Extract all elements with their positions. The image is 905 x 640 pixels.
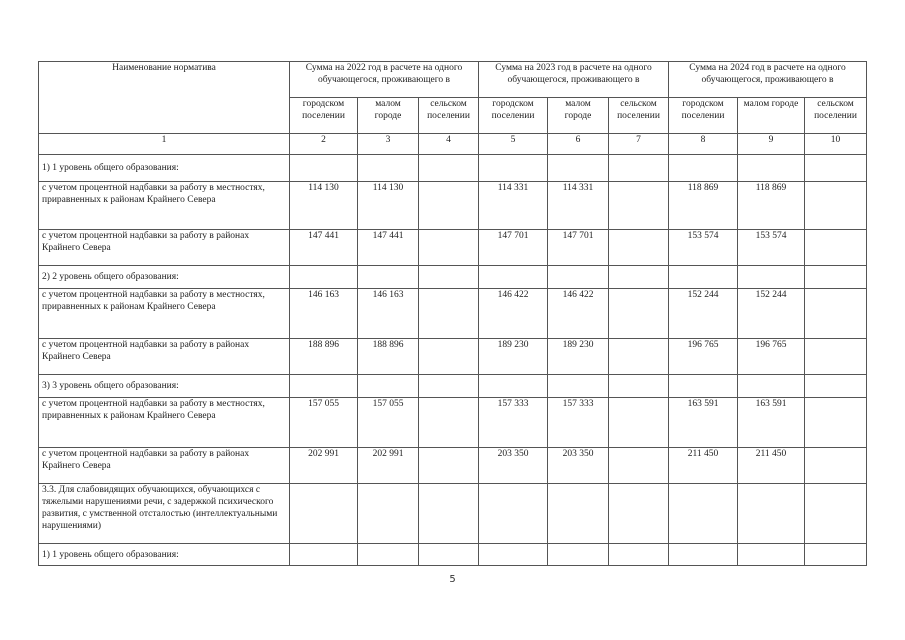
row-label: 2) 2 уровень общего образования: <box>39 266 290 289</box>
norms-table <box>38 61 867 566</box>
value-cell <box>290 266 358 289</box>
value-cell <box>290 375 358 398</box>
value-cell <box>609 155 669 182</box>
value-cell <box>805 339 867 375</box>
value-cell: 189 230 <box>548 339 609 375</box>
value-cell <box>738 544 805 566</box>
value-cell: 147 441 <box>358 230 419 266</box>
value-cell <box>419 398 479 448</box>
page-number: 5 <box>449 574 456 585</box>
row-label: с учетом процентной надбавки за работу в районах Крайнего Севера <box>39 448 290 484</box>
column-number: 7 <box>609 134 669 155</box>
value-cell <box>805 230 867 266</box>
table-row <box>39 182 867 230</box>
value-cell <box>805 398 867 448</box>
year-2022-header: Сумма на 2022 год в расчете на одного обучающегося, проживающего в <box>290 62 479 98</box>
sub-header-small-town-2: малом городе <box>548 98 609 134</box>
row-label: с учетом процентной надбавки за работу в местностях, приравненных к районам Крайнего Севера <box>39 289 290 339</box>
value-cell <box>738 155 805 182</box>
value-cell <box>479 544 548 566</box>
column-number: 4 <box>419 134 479 155</box>
value-cell <box>548 155 609 182</box>
year-2023-header: Сумма на 2023 год в расчете на одного обучающегося, проживающего в <box>479 62 669 98</box>
value-cell: 203 350 <box>548 448 609 484</box>
value-cell <box>358 155 419 182</box>
sub-header-urban-settlement-3: городском поселении <box>669 98 738 134</box>
sub-header-small-town-3: малом городе <box>738 98 805 134</box>
column-number: 1 <box>39 134 290 155</box>
value-cell: 146 163 <box>290 289 358 339</box>
sub-header-rural-settlement-1: сельском поселении <box>419 98 479 134</box>
value-cell: 196 765 <box>669 339 738 375</box>
sub-header-urban-settlement-2: городском поселении <box>479 98 548 134</box>
sub-header-urban-settlement-1: городском поселении <box>290 98 358 134</box>
value-cell <box>290 544 358 566</box>
value-cell: 163 591 <box>738 398 805 448</box>
value-cell: 118 869 <box>738 182 805 230</box>
value-cell <box>479 266 548 289</box>
value-cell <box>548 375 609 398</box>
value-cell: 147 701 <box>479 230 548 266</box>
table-row <box>39 398 867 448</box>
value-cell: 114 331 <box>479 182 548 230</box>
value-cell <box>805 155 867 182</box>
column-number: 10 <box>805 134 867 155</box>
value-cell <box>609 398 669 448</box>
column-number: 8 <box>669 134 738 155</box>
row-label: 3.3. Для слабовидящих обучающихся, обучающихся с тяжелыми нарушениями речи, с задержкой психического развития, с умственной отсталостью (интеллектуальными нарушениями) <box>39 484 290 544</box>
value-cell <box>479 155 548 182</box>
value-cell: 157 055 <box>290 398 358 448</box>
value-cell: 202 991 <box>358 448 419 484</box>
value-cell: 157 333 <box>548 398 609 448</box>
value-cell <box>419 155 479 182</box>
value-cell <box>609 266 669 289</box>
value-cell: 196 765 <box>738 339 805 375</box>
value-cell <box>609 182 669 230</box>
value-cell <box>479 484 548 544</box>
value-cell <box>738 375 805 398</box>
value-cell <box>548 544 609 566</box>
value-cell <box>609 375 669 398</box>
value-cell <box>609 484 669 544</box>
value-cell <box>419 289 479 339</box>
value-cell <box>609 339 669 375</box>
value-cell <box>419 266 479 289</box>
value-cell <box>548 484 609 544</box>
value-cell <box>358 375 419 398</box>
value-cell <box>419 484 479 544</box>
value-cell <box>669 155 738 182</box>
value-cell <box>419 182 479 230</box>
value-cell <box>805 266 867 289</box>
value-cell <box>738 266 805 289</box>
value-cell: 189 230 <box>479 339 548 375</box>
value-cell <box>609 448 669 484</box>
value-cell: 118 869 <box>669 182 738 230</box>
column-number: 3 <box>358 134 419 155</box>
value-cell <box>419 230 479 266</box>
sub-header-small-town-1: малом городе <box>358 98 419 134</box>
value-cell: 188 896 <box>358 339 419 375</box>
value-cell <box>669 375 738 398</box>
value-cell <box>609 230 669 266</box>
name-column-header: Наименование норматива <box>39 62 290 134</box>
sub-header-rural-settlement-2: сельском поселении <box>609 98 669 134</box>
table-row <box>39 155 867 182</box>
value-cell: 146 422 <box>479 289 548 339</box>
value-cell: 188 896 <box>290 339 358 375</box>
value-cell <box>419 544 479 566</box>
value-cell <box>358 266 419 289</box>
value-cell <box>290 484 358 544</box>
row-label: 1) 1 уровень общего образования: <box>39 155 290 182</box>
value-cell: 157 055 <box>358 398 419 448</box>
value-cell: 157 333 <box>479 398 548 448</box>
value-cell: 153 574 <box>738 230 805 266</box>
value-cell: 203 350 <box>479 448 548 484</box>
value-cell: 152 244 <box>669 289 738 339</box>
value-cell <box>609 544 669 566</box>
value-cell: 114 130 <box>358 182 419 230</box>
table-row <box>39 230 867 266</box>
value-cell <box>358 544 419 566</box>
row-label: с учетом процентной надбавки за работу в районах Крайнего Севера <box>39 230 290 266</box>
value-cell: 147 441 <box>290 230 358 266</box>
value-cell: 211 450 <box>669 448 738 484</box>
column-number: 6 <box>548 134 609 155</box>
value-cell <box>548 266 609 289</box>
row-label: 3) 3 уровень общего образования: <box>39 375 290 398</box>
value-cell <box>669 544 738 566</box>
value-cell: 211 450 <box>738 448 805 484</box>
value-cell <box>805 182 867 230</box>
row-label: с учетом процентной надбавки за работу в местностях, приравненных к районам Крайнего Севера <box>39 182 290 230</box>
value-cell <box>669 266 738 289</box>
value-cell <box>419 339 479 375</box>
value-cell: 163 591 <box>669 398 738 448</box>
column-number: 5 <box>479 134 548 155</box>
column-number: 2 <box>290 134 358 155</box>
value-cell <box>805 544 867 566</box>
column-number: 9 <box>738 134 805 155</box>
year-2024-header: Сумма на 2024 год в расчете на одного обучающегося, проживающего в <box>669 62 867 98</box>
table-row <box>39 339 867 375</box>
value-cell <box>738 484 805 544</box>
table-row <box>39 544 867 566</box>
value-cell <box>669 484 738 544</box>
value-cell: 152 244 <box>738 289 805 339</box>
table-row <box>39 484 867 544</box>
value-cell <box>479 375 548 398</box>
value-cell: 114 331 <box>548 182 609 230</box>
value-cell: 153 574 <box>669 230 738 266</box>
value-cell <box>805 375 867 398</box>
value-cell <box>419 375 479 398</box>
value-cell <box>805 289 867 339</box>
value-cell <box>805 484 867 544</box>
value-cell <box>805 448 867 484</box>
value-cell: 202 991 <box>290 448 358 484</box>
value-cell: 146 163 <box>358 289 419 339</box>
table-row <box>39 289 867 339</box>
value-cell <box>290 155 358 182</box>
row-label: с учетом процентной надбавки за работу в местностях, приравненных к районам Крайнего Севера <box>39 398 290 448</box>
table-row <box>39 266 867 289</box>
value-cell: 114 130 <box>290 182 358 230</box>
value-cell <box>419 448 479 484</box>
table-row <box>39 448 867 484</box>
row-label: 1) 1 уровень общего образования: <box>39 544 290 566</box>
value-cell <box>609 289 669 339</box>
sub-header-rural-settlement-3: сельском поселении <box>805 98 867 134</box>
value-cell: 146 422 <box>548 289 609 339</box>
value-cell: 147 701 <box>548 230 609 266</box>
row-label: с учетом процентной надбавки за работу в районах Крайнего Севера <box>39 339 290 375</box>
table-row <box>39 375 867 398</box>
value-cell <box>358 484 419 544</box>
